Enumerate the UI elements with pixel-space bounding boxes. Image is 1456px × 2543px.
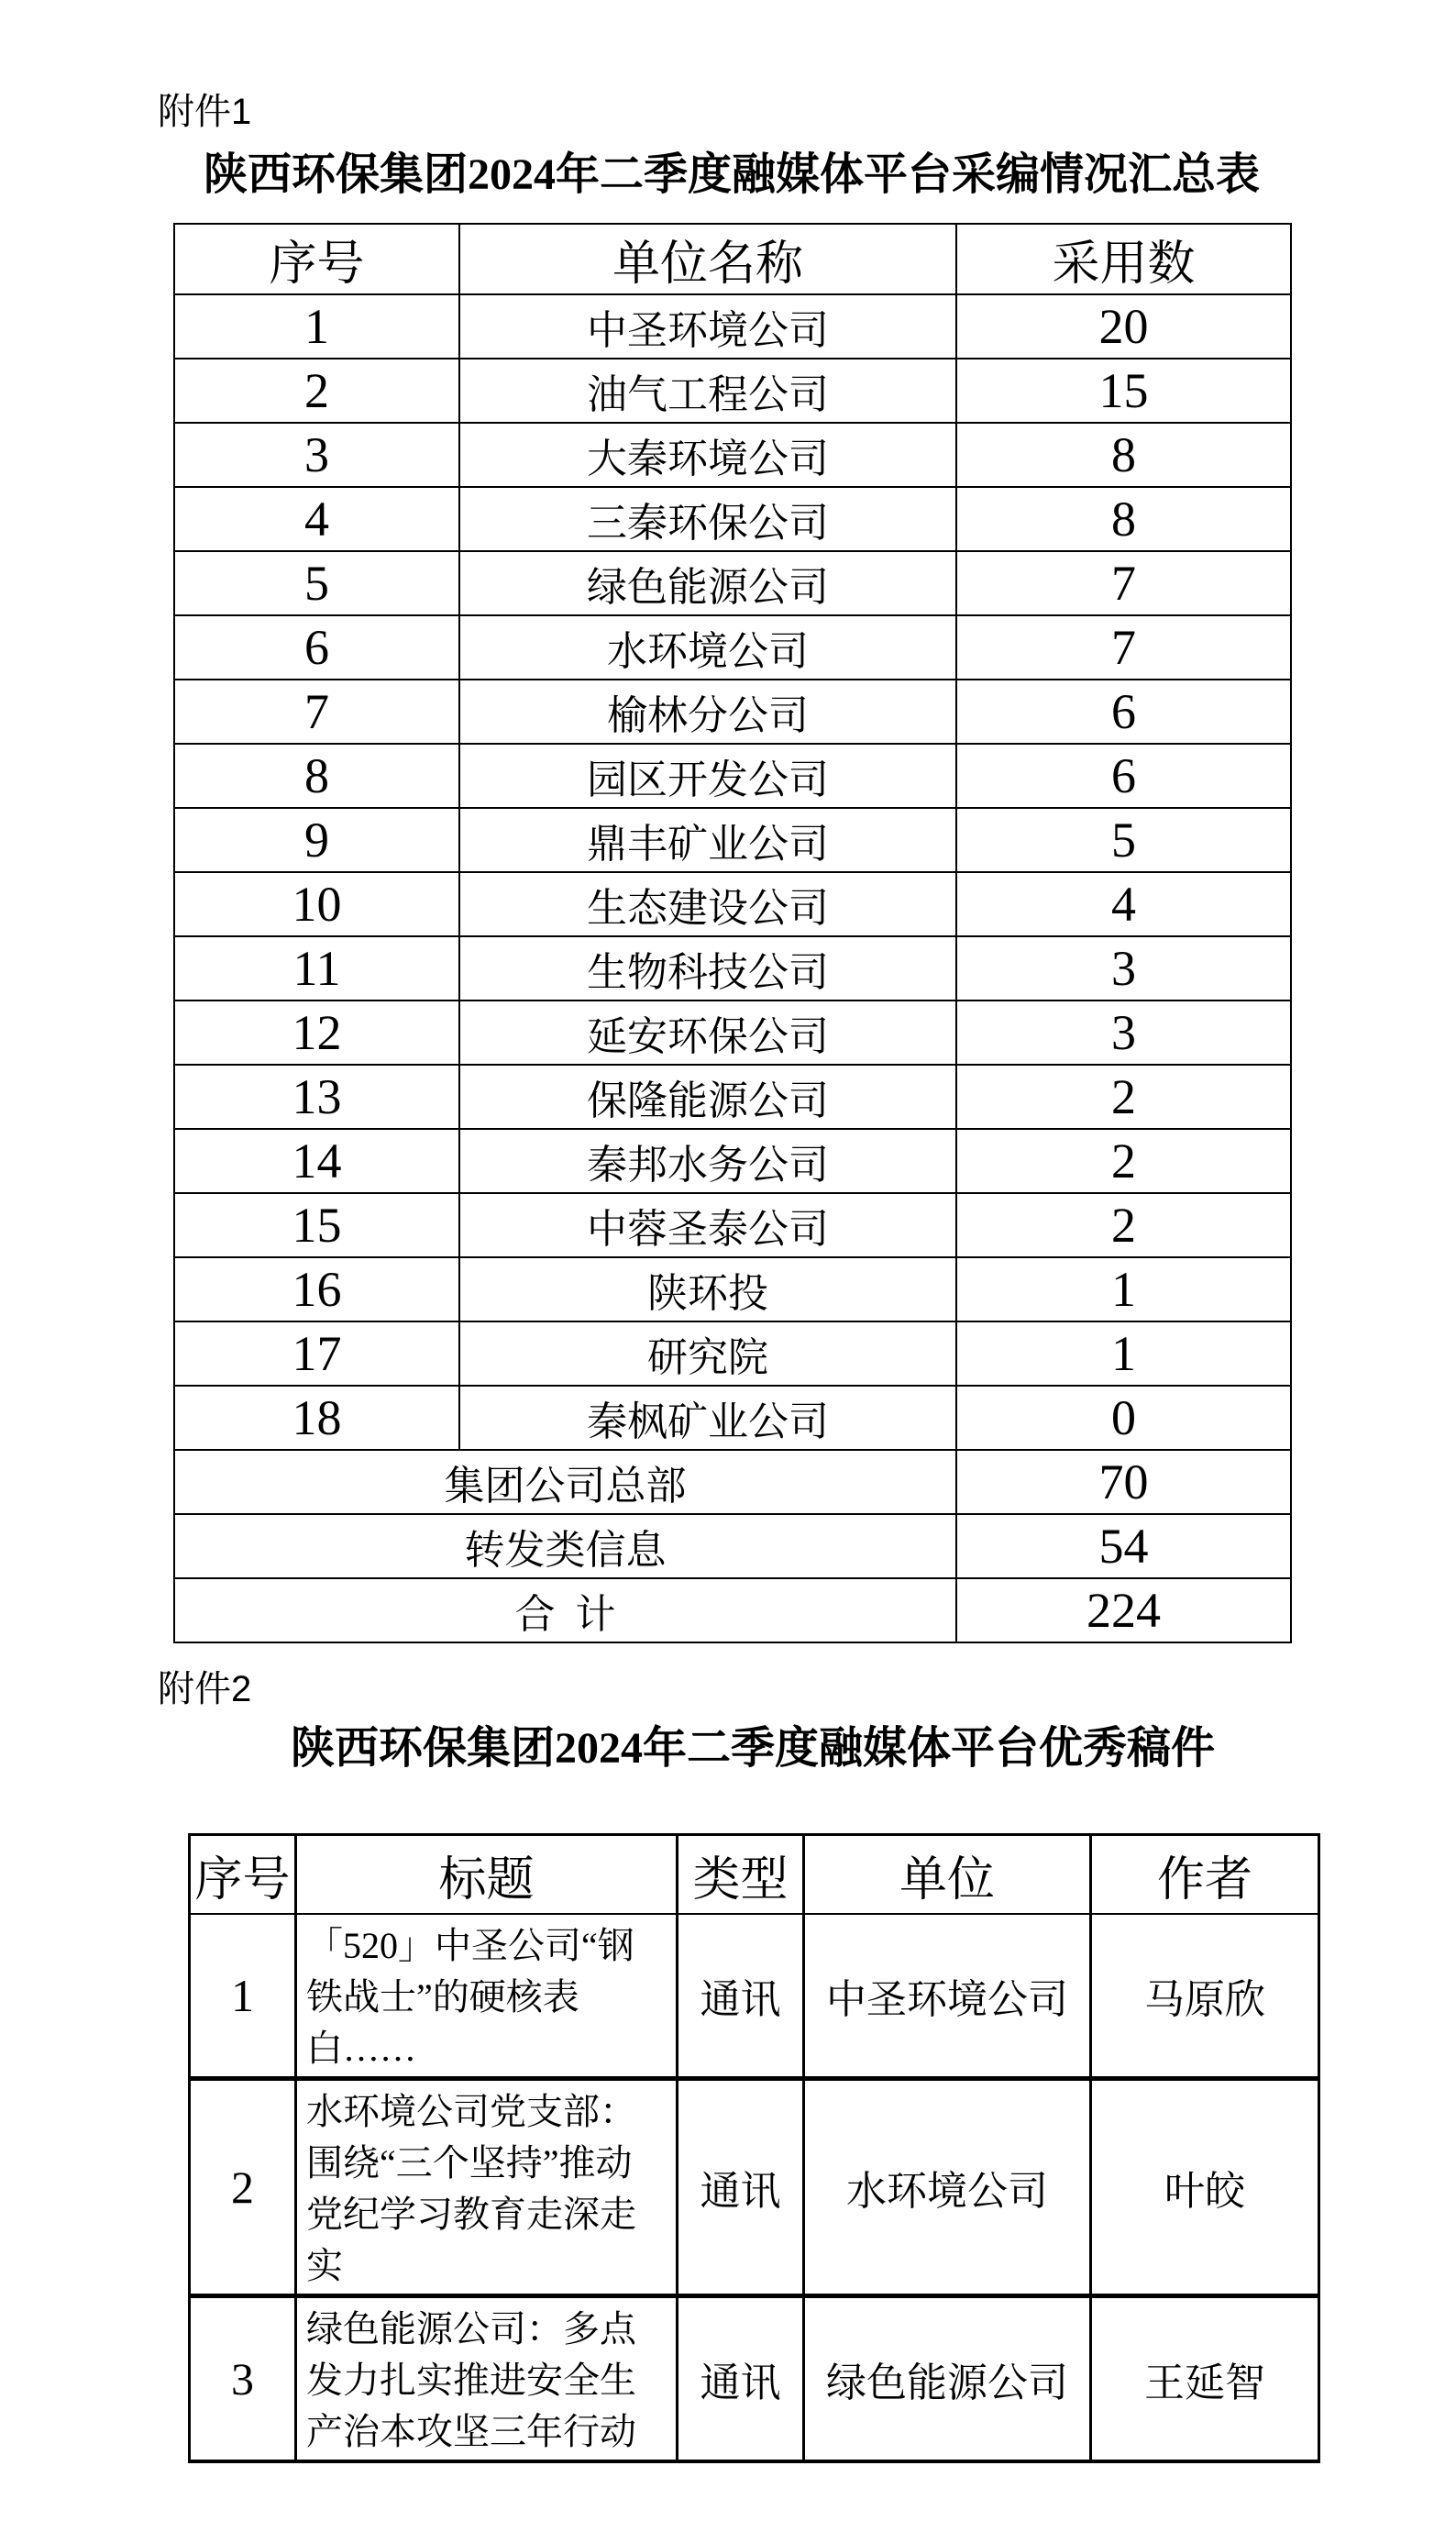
cell-adopt-count: 15: [956, 359, 1291, 423]
cell-unit-name: 生物科技公司: [459, 936, 956, 1001]
cell-unit-name: 研究院: [459, 1321, 956, 1386]
cell-adopt-count: 6: [956, 744, 1291, 808]
cell-author-name: 马原欣: [1091, 1914, 1319, 2079]
cell-unit-name: 大秦环境公司: [459, 423, 956, 487]
cell-row-number: 14: [174, 1129, 459, 1193]
table2-header-row: [190, 1835, 1319, 1915]
table-row: [174, 1321, 1291, 1386]
cell-row-number: 11: [174, 936, 459, 1001]
table-row: [174, 359, 1291, 423]
table-row: [190, 2079, 1319, 2296]
table-row: [174, 423, 1291, 487]
cell-row-number: 1: [190, 1914, 296, 2079]
table-row: [174, 294, 1291, 359]
cell-unit-name: 绿色能源公司: [459, 551, 956, 615]
table-row: [174, 680, 1291, 744]
cell-unit-name: 三秦环保公司: [459, 487, 956, 551]
cell-adopt-count: 8: [956, 423, 1291, 487]
cell-adopt-count: 2: [956, 1065, 1291, 1129]
cell-summary-label: 合计: [174, 1578, 956, 1642]
cell-article-type: 通讯: [678, 2079, 804, 2296]
cell-row-number: 5: [174, 551, 459, 615]
summary-row: [174, 1450, 1291, 1514]
table-row: [174, 551, 1291, 615]
table-row: [174, 744, 1291, 808]
cell-row-number: 16: [174, 1257, 459, 1321]
cell-article-title: 水环境公司党支部：围绕“三个坚持”推动党纪学习教育走深走实: [296, 2079, 678, 2296]
cell-row-number: 12: [174, 1001, 459, 1065]
table-row: [174, 1001, 1291, 1065]
table-row: [174, 487, 1291, 551]
cell-adopt-count: 8: [956, 487, 1291, 551]
cell-row-number: 10: [174, 872, 459, 936]
cell-adopt-count: 70: [956, 1450, 1291, 1514]
cell-row-number: 2: [174, 359, 459, 423]
cell-article-type: 通讯: [678, 2296, 804, 2462]
table-row: [190, 2296, 1319, 2462]
cell-article-type: 通讯: [678, 1914, 804, 2079]
table1-header-row: [174, 224, 1291, 294]
excellent-manuscripts-table: [188, 1833, 1320, 2463]
cell-unit-name: 鼎丰矿业公司: [459, 808, 956, 872]
cell-unit-name: 水环境公司: [459, 615, 956, 680]
attachment2-label: 附件2: [158, 1669, 252, 1709]
cell-row-number: 2: [190, 2079, 296, 2296]
summary-row: [174, 1514, 1291, 1578]
table2-header-author: 作者: [1091, 1835, 1319, 1915]
cell-unit-name: 水环境公司: [804, 2079, 1091, 2296]
table-row: [174, 1257, 1291, 1321]
cell-row-number: 6: [174, 615, 459, 680]
cell-article-title: 绿色能源公司：多点发力扎实推进安全生产治本攻坚三年行动: [296, 2296, 678, 2462]
table-row: [174, 1065, 1291, 1129]
cell-adopt-count: 1: [956, 1257, 1291, 1321]
cell-row-number: 3: [190, 2296, 296, 2462]
cell-summary-label: 集团公司总部: [174, 1450, 956, 1514]
cell-unit-name: 绿色能源公司: [804, 2296, 1091, 2462]
cell-row-number: 3: [174, 423, 459, 487]
cell-unit-name: 园区开发公司: [459, 744, 956, 808]
cell-unit-name: 陕环投: [459, 1257, 956, 1321]
table-row: [174, 872, 1291, 936]
table-row: [190, 1914, 1319, 2079]
cell-author-name: 王延智: [1091, 2296, 1319, 2462]
cell-summary-label: 转发类信息: [174, 1514, 956, 1578]
cell-adopt-count: 7: [956, 551, 1291, 615]
table1-title: 陕西环保集团2024年二季度融媒体平台采编情况汇总表: [203, 150, 1260, 199]
table-row: [174, 936, 1291, 1001]
summary-table: [173, 223, 1292, 1643]
cell-adopt-count: 3: [956, 936, 1291, 1001]
cell-adopt-count: 0: [956, 1386, 1291, 1450]
cell-adopt-count: 224: [956, 1578, 1291, 1642]
cell-unit-name: 秦邦水务公司: [459, 1129, 956, 1193]
cell-row-number: 4: [174, 487, 459, 551]
cell-adopt-count: 2: [956, 1129, 1291, 1193]
table2-header-unit: 单位: [804, 1835, 1091, 1915]
table2-header-no: 序号: [190, 1835, 296, 1915]
cell-author-name: 叶皎: [1091, 2079, 1319, 2296]
cell-row-number: 18: [174, 1386, 459, 1450]
cell-row-number: 9: [174, 808, 459, 872]
table2-header-title: 标题: [296, 1835, 678, 1915]
cell-unit-name: 中圣环境公司: [804, 1914, 1091, 2079]
cell-adopt-count: 3: [956, 1001, 1291, 1065]
table-row: [174, 1129, 1291, 1193]
cell-article-title: 「520」中圣公司“钢铁战士”的硬核表白……: [296, 1914, 678, 2079]
cell-row-number: 1: [174, 294, 459, 359]
cell-adopt-count: 5: [956, 808, 1291, 872]
cell-adopt-count: 54: [956, 1514, 1291, 1578]
cell-row-number: 17: [174, 1321, 459, 1386]
cell-unit-name: 榆林分公司: [459, 680, 956, 744]
cell-adopt-count: 20: [956, 294, 1291, 359]
cell-adopt-count: 1: [956, 1321, 1291, 1386]
cell-adopt-count: 4: [956, 872, 1291, 936]
table-row: [174, 615, 1291, 680]
table1-header-no: 序号: [174, 224, 459, 294]
cell-row-number: 15: [174, 1193, 459, 1257]
table-row: [174, 1386, 1291, 1450]
table2-header-type: 类型: [678, 1835, 804, 1915]
table2-title: 陕西环保集团2024年二季度融媒体平台优秀稿件: [290, 1724, 1215, 1773]
cell-adopt-count: 6: [956, 680, 1291, 744]
cell-row-number: 8: [174, 744, 459, 808]
cell-unit-name: 延安环保公司: [459, 1001, 956, 1065]
cell-adopt-count: 7: [956, 615, 1291, 680]
cell-unit-name: 秦枫矿业公司: [459, 1386, 956, 1450]
cell-unit-name: 中圣环境公司: [459, 294, 956, 359]
table1-header-unit: 单位名称: [459, 224, 956, 294]
cell-unit-name: 中蓉圣泰公司: [459, 1193, 956, 1257]
summary-row: [174, 1578, 1291, 1642]
table-row: [174, 1193, 1291, 1257]
cell-unit-name: 油气工程公司: [459, 359, 956, 423]
table-row: [174, 808, 1291, 872]
cell-adopt-count: 2: [956, 1193, 1291, 1257]
cell-unit-name: 保隆能源公司: [459, 1065, 956, 1129]
cell-row-number: 7: [174, 680, 459, 744]
table1-header-count: 采用数: [956, 224, 1291, 294]
cell-unit-name: 生态建设公司: [459, 872, 956, 936]
attachment1-label: 附件1: [158, 92, 252, 132]
cell-row-number: 13: [174, 1065, 459, 1129]
